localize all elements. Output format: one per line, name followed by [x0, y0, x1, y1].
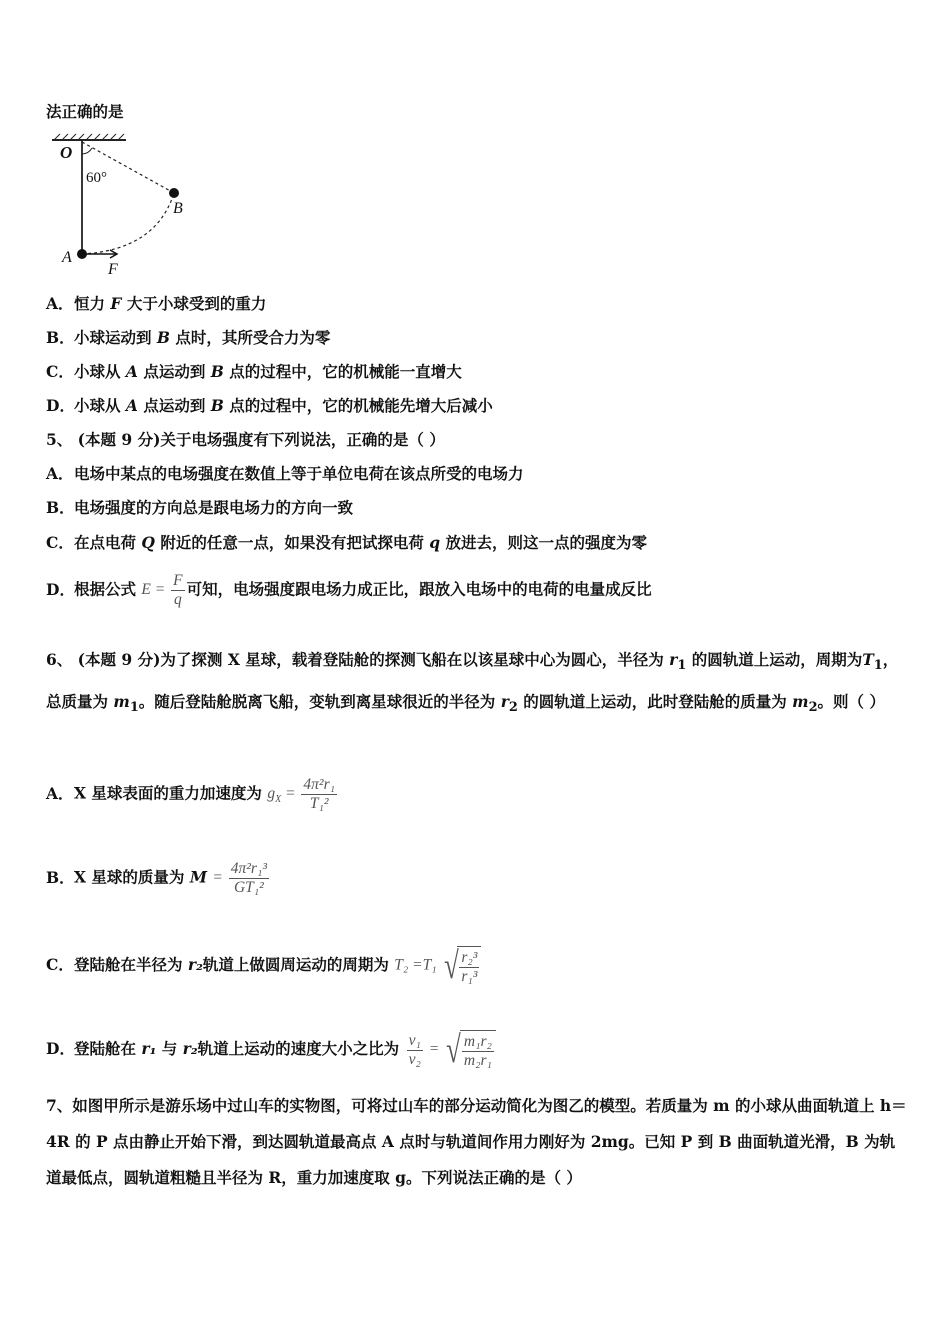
q4-option-b: B．小球运动到 B 点时，其所受合力为零	[46, 328, 331, 347]
q5-option-d: D．根据公式 E = $\frac{F}{q}$ 可知，电场强度跟电场力成正比，跟放入电场中的电荷的电量成反比	[46, 572, 652, 608]
formula-period: T₂ =T₁ √ $\frac{\text{r₂³}}{\text{r₁³}}$	[394, 946, 481, 986]
q6-option-c: C．登陆舱在半径为 r₂轨道上做圆周运动的周期为 T₂ =T₁ √ $\frac{\text{r₂³}}{\text{r₁³}}$	[46, 946, 481, 986]
label-f: F	[108, 261, 118, 278]
label-b: B	[173, 200, 183, 217]
q4-option-a: A．恒力 F 大于小球受到的重力	[46, 294, 267, 313]
formula-gx: $g_X$ = $\frac{\text{4π²r₁}}{\text{T₁²}}$	[267, 776, 336, 812]
ball-b	[169, 188, 179, 198]
q6-option-a: A．X 星球表面的重力加速度为 $g_X$ = $\frac{\text{4π²r₁}}{\text{T₁²}}$	[46, 776, 339, 813]
label-a: A	[62, 249, 72, 266]
q5-option-b: B．电场强度的方向总是跟电场力的方向一致	[46, 498, 354, 517]
intro-text: 法正确的是	[46, 102, 124, 121]
pendulum-figure	[46, 132, 206, 282]
angle-arc	[82, 148, 92, 154]
dashed-arc	[82, 193, 174, 254]
label-angle: 60°	[86, 170, 107, 186]
q4-option-c: C．小球从 A 点运动到 B 点的过程中，它的机械能一直增大	[46, 362, 462, 381]
q5-option-c: C．在点电荷 Q 附近的任意一点，如果没有把试探电荷 q 放进去，则这一点的强度为零	[46, 533, 647, 552]
formula-velocity-ratio: $\frac{\text{v₁}}{\text{v₂}}$ = √ $\frac{\text{m₁r₂}}{\text{m₂r₁}}$	[405, 1030, 496, 1070]
q5-option-a: A．电场中某点的电场强度在数值上等于单位电荷在该点所受的电场力	[46, 464, 524, 483]
formula-mass: = $\frac{\text{4π²r₁³}}{\text{GT₁²}}$	[212, 860, 267, 896]
label-o: O	[60, 143, 73, 162]
q4-option-d: D．小球从 A 点运动到 B 点的过程中，它的机械能先增大后减小	[46, 396, 493, 415]
q6-option-d: D．登陆舱在 r₁ 与 r₂轨道上运动的速度大小之比为 $\frac{\text{v₁}}{\text{v₂}}$ = √ $\frac{\text{m₁r₂}}{\text{m₂r₁}}$	[46, 1030, 496, 1070]
q5-stem: 5、 (本题 9 分)关于电场强度有下列说法，正确的是（ ）	[46, 430, 445, 449]
q7-stem: 7、如图甲所示是游乐场中过山车的实物图，可将过山车的部分运动简化为图乙的模型。若质量为 m 的小球从曲面轨道上 h＝4R 的 P 点由静止开始下滑，到达圆轨道最高点 A 点时与轨道间作用力刚好为 2mg。已知 P 到 B 曲面轨道光滑，B 为轨道最低点，圆轨道粗糙且半径为 R，重力加速度取 g。下列说法正确的是（ ）	[46, 1096, 907, 1187]
q6-stem: 6、 (本题 9 分)为了探测 X 星球，载着登陆舱的探测飞船在以该星球中心为圆心，半径为 $r_1$ 的圆轨道上运动，周期为$T_1$，总质量为 $m_1$。随后登陆舱脱离飞船，变轨到离星球很近的半径为 $r_2$ 的圆轨道上运动，此时登陆舱的质量为 $m_2$。则（ ）	[46, 650, 899, 716]
formula-e-f-q: E = $\frac{F}{q}$	[141, 572, 183, 608]
q6-option-b: B．X 星球的质量为 M = $\frac{\text{4π²r₁³}}{\text{GT₁²}}$	[46, 860, 271, 897]
